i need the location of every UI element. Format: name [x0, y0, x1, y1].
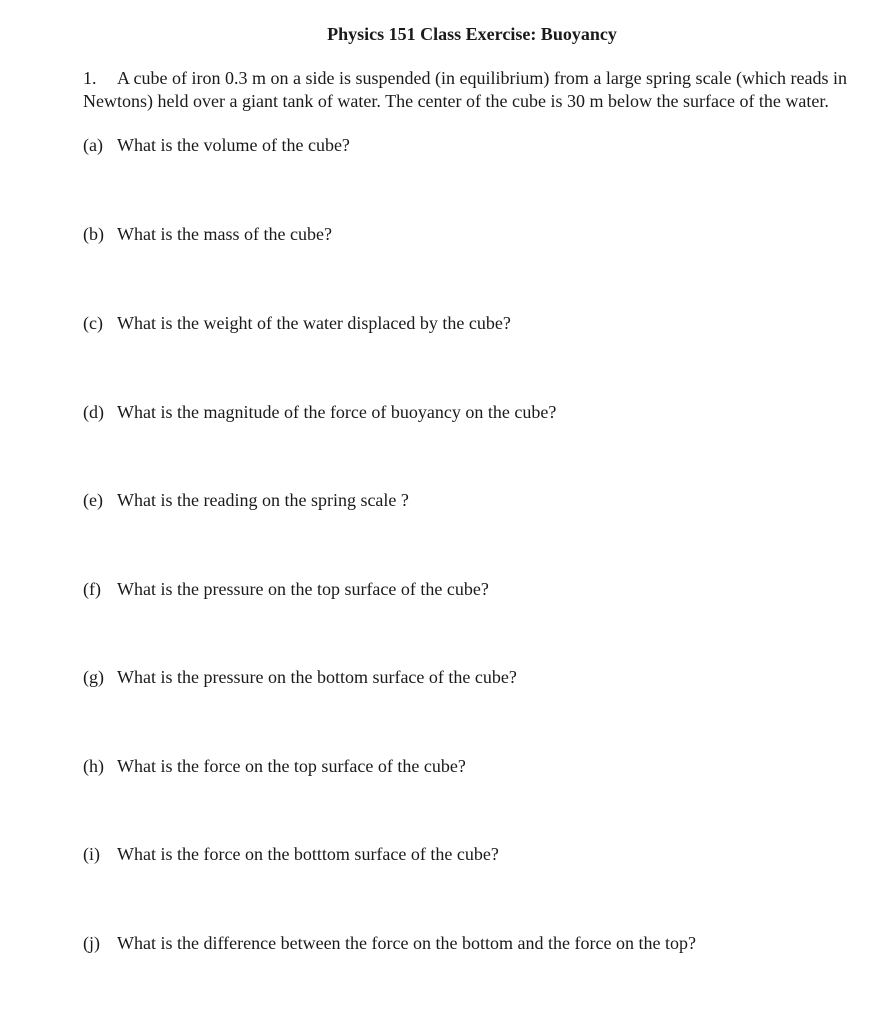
question-label: (b)	[83, 224, 104, 244]
question-text: What is the pressure on the bottom surface of the cube?	[117, 667, 517, 687]
question-text: What is the force on the top surface of the cube?	[117, 756, 466, 776]
question-text: What is the mass of the cube?	[117, 224, 332, 244]
question-text: What is the pressure on the top surface of the cube?	[117, 579, 489, 599]
question-text: What is the reading on the spring scale ?	[117, 490, 409, 510]
question-b	[83, 223, 863, 245]
question-c	[83, 312, 863, 334]
question-i	[83, 843, 863, 865]
question-e	[83, 489, 863, 511]
question-label: (a)	[83, 135, 103, 155]
question-g	[83, 666, 863, 688]
question-text: What is the difference between the force on the bottom and the force on the top?	[117, 933, 696, 953]
question-label: (f)	[83, 579, 101, 599]
question-text: What is the volume of the cube?	[117, 135, 350, 155]
document-title: Physics 151 Class Exercise: Buoyancy	[327, 24, 617, 44]
question-label: (i)	[83, 844, 100, 864]
question-j	[83, 932, 863, 954]
question-d	[83, 401, 863, 423]
problem-text: A cube of iron 0.3 m on a side is suspended (in equilibrium) from a large spring scale (which reads in Newtons) held over a giant tank of water. The center of the cube is 30 m below the surface of the water.	[83, 68, 847, 111]
question-a	[83, 134, 863, 156]
question-label: (h)	[83, 756, 104, 776]
problem-statement	[83, 67, 863, 112]
question-h	[83, 755, 863, 777]
problem-number: 1.	[83, 68, 97, 88]
question-f	[83, 578, 863, 600]
question-label: (c)	[83, 313, 103, 333]
question-label: (d)	[83, 402, 104, 422]
question-text: What is the magnitude of the force of buoyancy on the cube?	[117, 402, 557, 422]
question-label: (g)	[83, 667, 104, 687]
question-label: (e)	[83, 490, 103, 510]
question-label: (j)	[83, 933, 100, 953]
question-text: What is the force on the botttom surface of the cube?	[117, 844, 499, 864]
question-text: What is the weight of the water displaced by the cube?	[117, 313, 511, 333]
